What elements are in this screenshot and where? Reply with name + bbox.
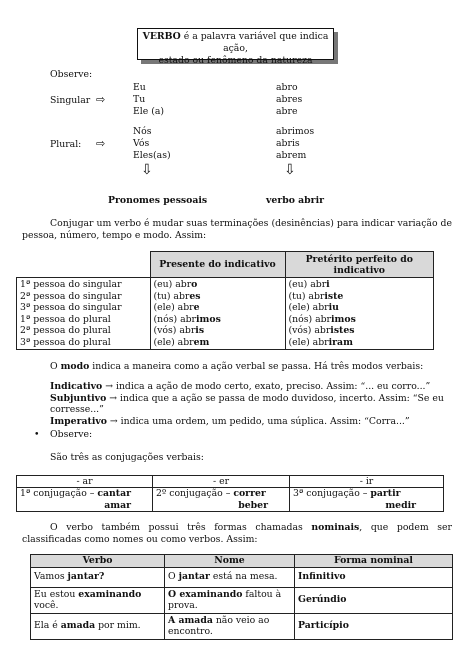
nominal-nome-cell: O jantar está na mesa. bbox=[165, 567, 295, 587]
presente-cell: (ele) abrem bbox=[153, 336, 210, 348]
verb-abrimos: abrimos bbox=[276, 126, 315, 137]
header-verbo: Verbo bbox=[31, 555, 165, 568]
caption-verbo-abrir: verbo abrir bbox=[266, 195, 325, 206]
nominal-form-cell: Particípio bbox=[295, 613, 453, 639]
presente-column bbox=[150, 278, 285, 350]
presente-cell: (nós) abrimos bbox=[153, 313, 221, 325]
header-presente: Presente do indicativo bbox=[150, 252, 285, 278]
verb-abris: abris bbox=[276, 138, 300, 149]
header-nome: Nome bbox=[165, 555, 295, 568]
definition-rest: é a palavra variável que indica ação, bbox=[180, 31, 329, 54]
verb-abres: abres bbox=[276, 94, 303, 105]
presente-cell: (eu) abro bbox=[153, 279, 198, 290]
pronoun-nos: Nós bbox=[133, 126, 152, 137]
conj-3-cell: 3ª conjugação – partir medir bbox=[290, 488, 444, 512]
preterito-cell: (ele) abriu bbox=[288, 302, 339, 313]
preterito-column bbox=[285, 278, 434, 350]
pronoun-tu: Tu bbox=[133, 94, 146, 105]
arrow-right-icon: ⇨ bbox=[96, 93, 106, 106]
ending-ar: - ar bbox=[17, 476, 153, 488]
pronoun-vos: Vós bbox=[133, 138, 150, 149]
conjugations-table bbox=[16, 475, 444, 512]
ending-ir: - ir bbox=[290, 476, 444, 488]
plural-label: Plural: bbox=[50, 139, 82, 150]
pronoun-eles: Eles(as) bbox=[133, 150, 171, 161]
nominal-verbo-cell: Ela é amada por mim. bbox=[31, 613, 165, 639]
verb-abrem: abrem bbox=[276, 150, 307, 161]
verb-abre: abre bbox=[276, 106, 298, 117]
person-cell: 1ª pessoa do plural bbox=[20, 313, 111, 325]
person-cell: 1ª pessoa do singular bbox=[20, 279, 122, 290]
pronoun-eu: Eu bbox=[133, 82, 146, 93]
arrow-down-icon: ⇩ bbox=[284, 162, 296, 178]
preterito-cell: (vós) abristes bbox=[288, 325, 355, 336]
presente-cell: (ele) abre bbox=[153, 302, 200, 313]
conj-1-cell: 1ª conjugação – cantar amar bbox=[17, 488, 153, 512]
header-preterito: Pretérito perfeito do indicativo bbox=[285, 252, 434, 278]
person-cell: 2ª pessoa do singular bbox=[20, 290, 122, 302]
definition-line2: estado ou fenômeno da natureza bbox=[158, 55, 313, 66]
nominal-form-cell: Gerúndio bbox=[295, 587, 453, 613]
singular-label: Singular bbox=[50, 95, 91, 106]
conj-2-cell: 2º conjugação – correr beber bbox=[153, 488, 290, 512]
definition-box bbox=[137, 28, 334, 66]
bullet-icon: • bbox=[34, 429, 40, 440]
preterito-cell: (ele) abriram bbox=[288, 336, 353, 348]
preterito-cell: (eu) abri bbox=[288, 279, 330, 290]
preterito-cell: (nós) abrimos bbox=[288, 313, 356, 325]
verb-abro: abro bbox=[276, 82, 298, 93]
definition-verbo: VERBO bbox=[142, 31, 181, 42]
paragraph-modo: O modo indica a maneira como a ação verbal se passa. Há três modos verbais: bbox=[50, 361, 424, 372]
pronoun-ele: Ele (a) bbox=[133, 106, 165, 117]
paragraph-nominal: O verbo também possui três formas chamadas nominais, que podem ser classificadas como nomes ou como verbos. Assim: bbox=[22, 522, 452, 545]
conjugation-table bbox=[16, 251, 434, 350]
nominal-form-cell: Infinitivo bbox=[295, 567, 453, 587]
modes-list bbox=[50, 381, 460, 427]
preterito-cell: (tu) abriste bbox=[288, 290, 344, 302]
nominal-nome-cell: A amada não veio ao encontro. bbox=[165, 613, 295, 639]
nominal-table bbox=[30, 554, 453, 640]
presente-cell: (vós) abris bbox=[153, 325, 205, 336]
nominal-verbo-cell: Vamos jantar? bbox=[31, 567, 165, 587]
mode-imperativo: Imperativo → indica uma ordem, um pedido, uma súplica. Assim: “Corra...” bbox=[50, 415, 410, 427]
observe2-label: Observe: bbox=[50, 429, 93, 440]
person-column bbox=[17, 278, 151, 350]
ending-er: - er bbox=[153, 476, 290, 488]
presente-cell: (tu) abres bbox=[153, 290, 201, 302]
paragraph-conjugar: Conjugar um verbo é mudar suas terminações (desinências) para indicar variação de pessoa, número, tempo e modo. Assim: bbox=[22, 218, 452, 241]
person-cell: 2ª pessoa do plural bbox=[20, 325, 111, 336]
arrow-down-icon: ⇩ bbox=[141, 162, 153, 178]
person-cell: 3ª pessoa do singular bbox=[20, 302, 122, 313]
nominal-nome-cell: O examinando faltou à prova. bbox=[165, 587, 295, 613]
nominal-verbo-cell: Eu estou examinando você. bbox=[31, 587, 165, 613]
header-forma-nominal: Forma nominal bbox=[295, 555, 453, 568]
person-cell: 3ª pessoa do plural bbox=[20, 336, 111, 348]
mode-subjuntivo: Subjuntivo → indica que a ação se passa de modo duvidoso, incerto. Assim: “Se eu corresse...” bbox=[50, 392, 444, 415]
caption-pronomes: Pronomes pessoais bbox=[108, 195, 208, 206]
tres-conjugacoes: São três as conjugações verbais: bbox=[50, 452, 204, 463]
mode-indicativo: Indicativo → indica a ação de modo certo, exato, preciso. Assim: “... eu corro...” bbox=[50, 381, 431, 392]
arrow-right-icon: ⇨ bbox=[96, 137, 106, 150]
observe-label: Observe: bbox=[50, 69, 93, 80]
